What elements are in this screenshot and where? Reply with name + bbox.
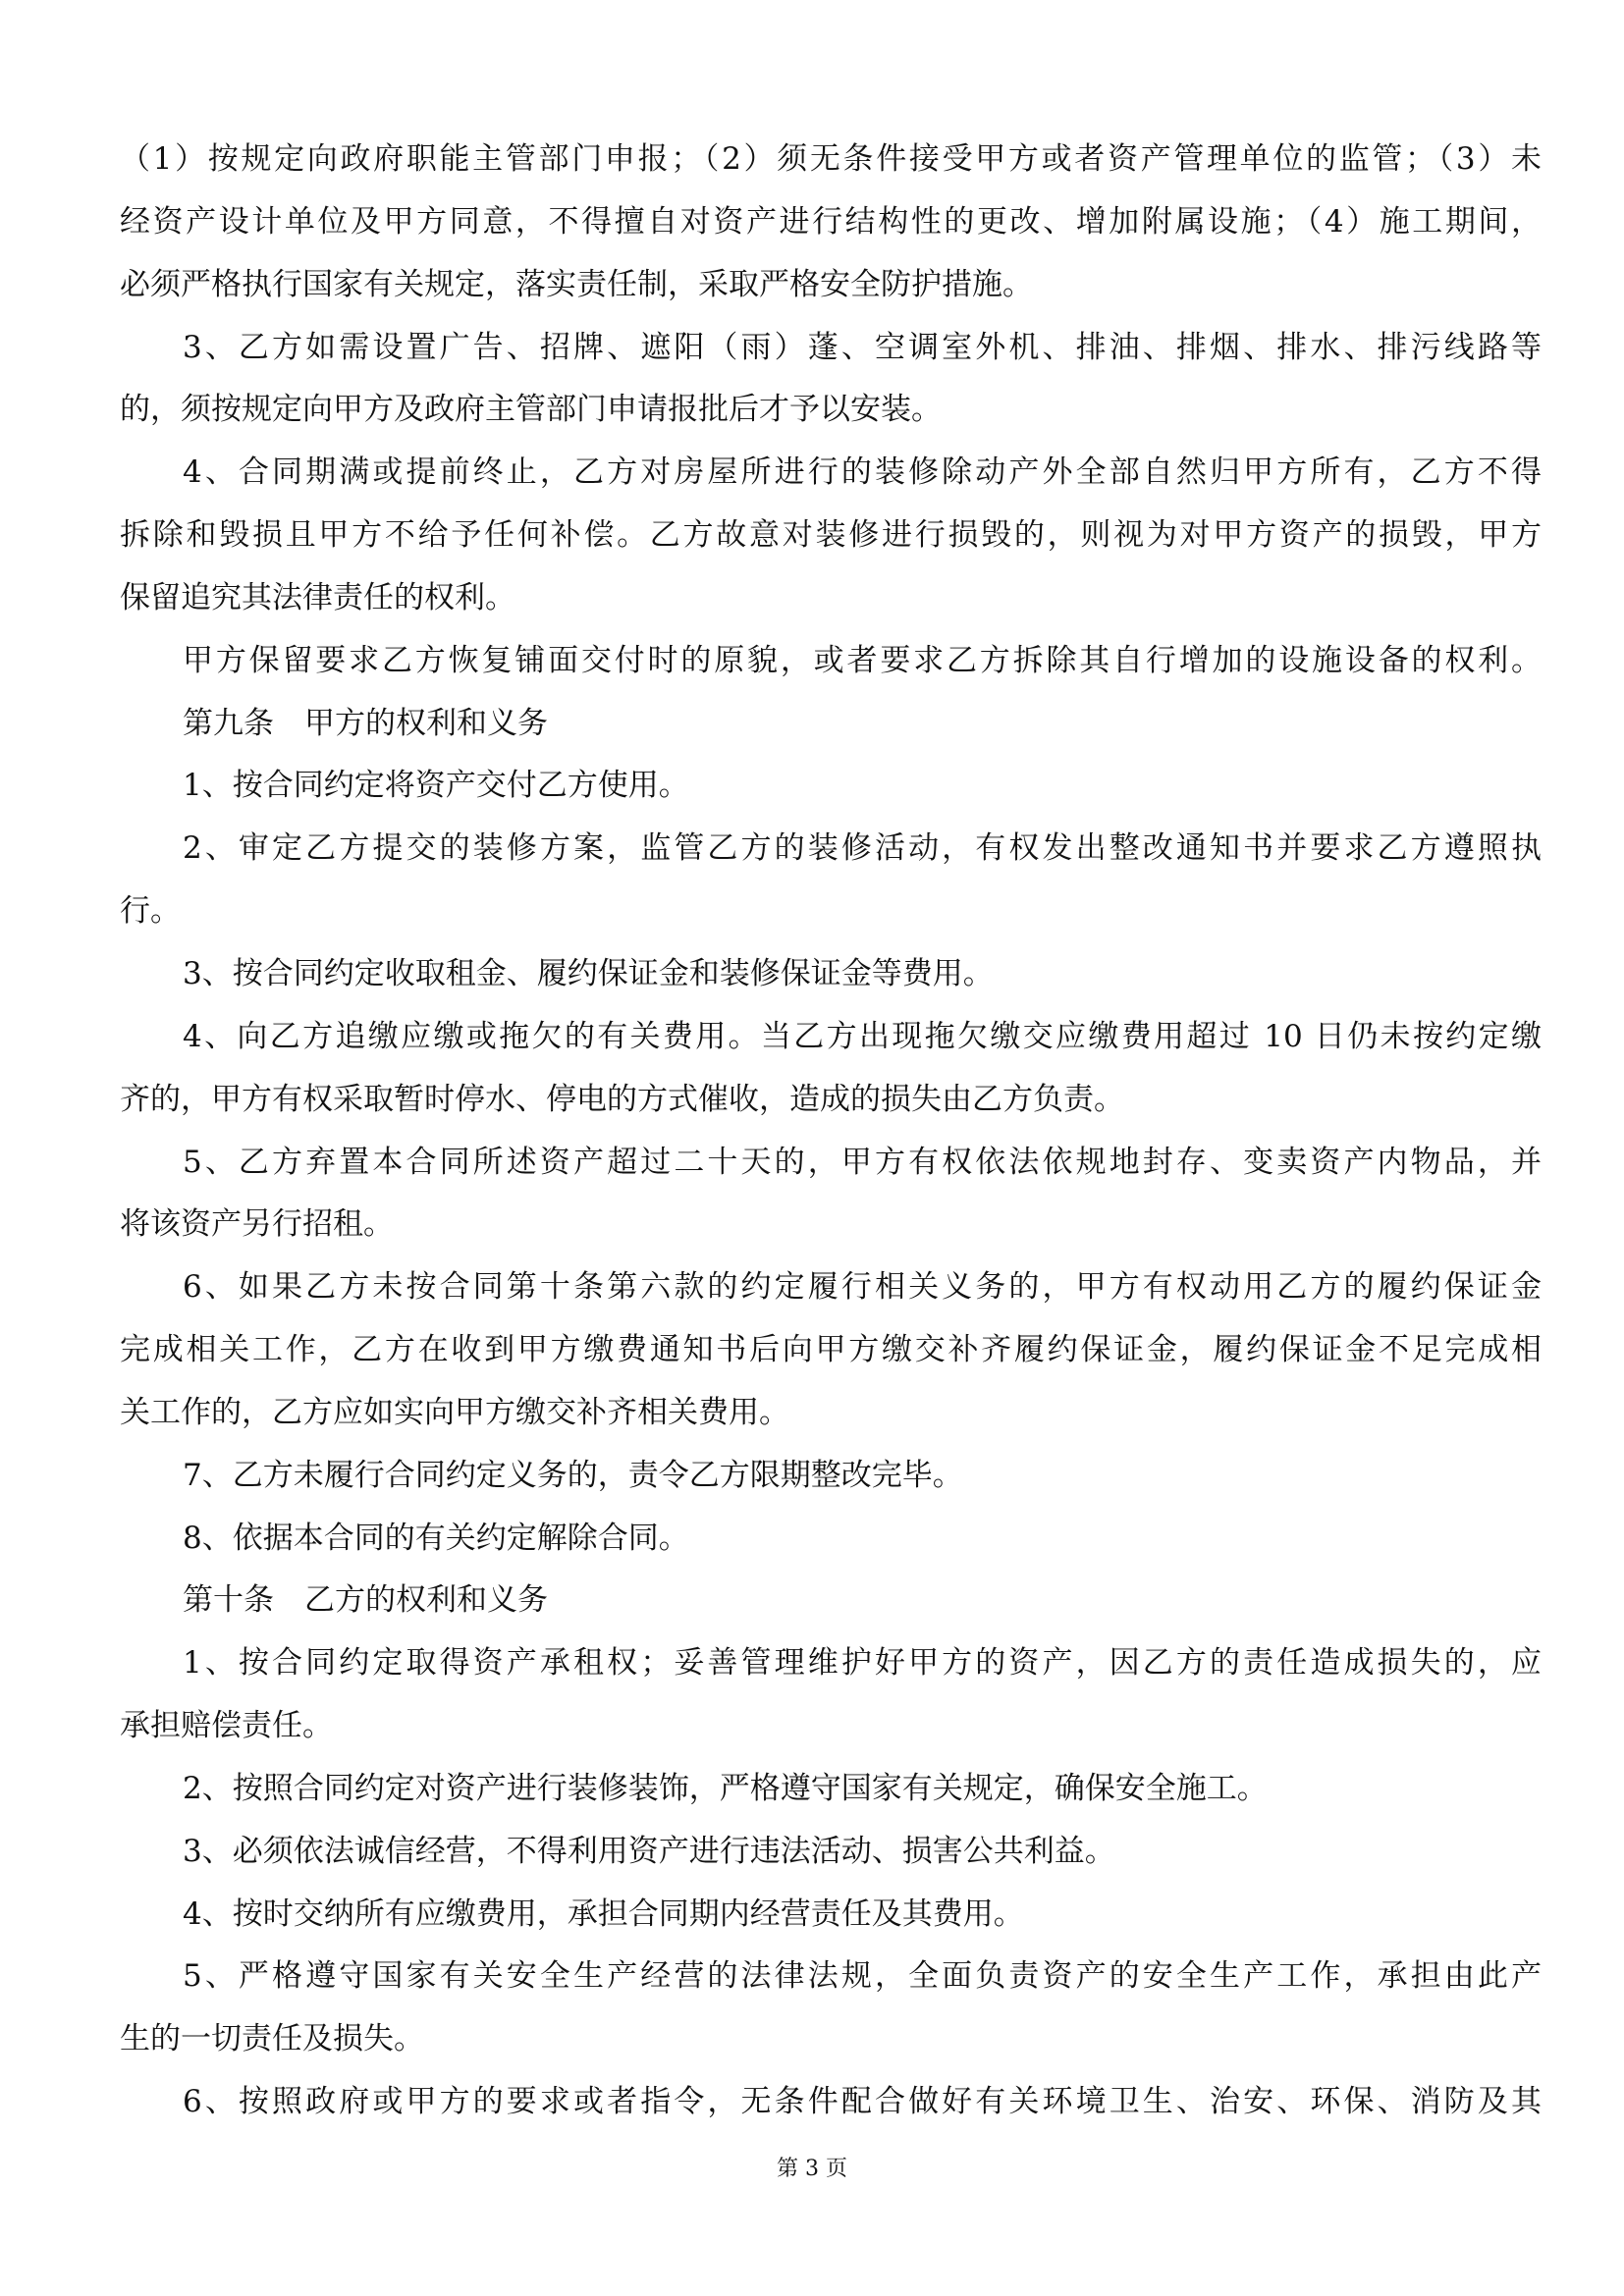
text-line: 3、按合同约定收取租金、履约保证金和装修保证金等费用。 [183, 955, 994, 991]
text-line: 甲方保留要求乙方恢复铺面交付时的原貌，或者要求乙方拆除其自行增加的设施设备的权利。 [183, 642, 1542, 678]
text-line: 3、乙方如需设置广告、招牌、遮阳（雨）蓬、空调室外机、排油、排烟、排水、排污线路等 [183, 329, 1542, 365]
text-line: 将该资产另行招租。 [120, 1206, 394, 1243]
paragraph [120, 943, 1542, 1006]
paragraph [120, 442, 1542, 630]
text-line: 行。 [120, 893, 181, 930]
text-line: 6、按照政府或甲方的要求或者指令，无条件配合做好有关环境卫生、治安、环保、消防及其 [183, 2084, 1542, 2120]
paragraph [120, 693, 1542, 756]
text-line: 拆除和毁损且甲方不给予任何补偿。乙方故意对装修进行损毁的，则视为对甲方资产的损毁，甲方 [120, 517, 1542, 554]
text-line: 4、合同期满或提前终止，乙方对房屋所进行的装修除动产外全部自然归甲方所有，乙方不得 [183, 454, 1542, 491]
text-line: 第十条 乙方的权利和义务 [183, 1582, 548, 1619]
text-line: 保留追究其法律责任的权利。 [120, 579, 515, 615]
paragraph [120, 630, 1542, 693]
paragraph [120, 755, 1542, 818]
text-line: 关工作的，乙方应如实向甲方缴交补齐相关费用。 [120, 1394, 789, 1430]
text-line: 2、审定乙方提交的装修方案，监管乙方的装修活动，有权发出整改通知书并要求乙方遵照执 [183, 830, 1542, 867]
text-line: 的，须按规定向甲方及政府主管部门申请报批后才予以安装。 [120, 392, 942, 428]
paragraph [120, 1132, 1542, 1257]
paragraph [120, 1508, 1542, 1571]
page-number: 第 3 页 [777, 2157, 847, 2181]
paragraph [120, 1821, 1542, 1884]
text-line: （1）按规定向政府职能主管部门申报；（2）须无条件接受甲方或者资产管理单位的监管；（3）未 [120, 141, 1542, 177]
text-line: 4、向乙方追缴应缴或拖欠的有关费用。当乙方出现拖欠缴交应缴费用超过 10 日仍未按约定缴 [183, 1018, 1542, 1054]
paragraph [120, 1758, 1542, 1821]
paragraph [120, 1946, 1542, 2071]
text-line: 必须严格执行国家有关规定，落实责任制，采取严格安全防护措施。 [120, 266, 1033, 302]
text-line: 1、按合同约定取得资产承租权；妥善管理维护好甲方的资产，因乙方的责任造成损失的，应 [183, 1645, 1542, 1682]
text-line: 1、按合同约定将资产交付乙方使用。 [183, 768, 689, 804]
paragraph [120, 1570, 1542, 1632]
paragraph [120, 1006, 1542, 1132]
text-line: 完成相关工作，乙方在收到甲方缴费通知书后向甲方缴交补齐履约保证金，履约保证金不足完成相 [120, 1332, 1542, 1368]
paragraph [120, 1256, 1542, 1445]
text-line: 3、必须依法诚信经营，不得利用资产进行违法活动、损害公共利益。 [183, 1833, 1115, 1869]
text-line: 2、按照合同约定对资产进行装修装饰，严格遵守国家有关规定，确保安全施工。 [183, 1770, 1268, 1806]
paragraph [120, 317, 1542, 443]
paragraph [120, 1884, 1542, 1947]
text-line: 8、依据本合同的有关约定解除合同。 [183, 1520, 689, 1556]
text-line: 6、如果乙方未按合同第十条第六款的约定履行相关义务的，甲方有权动用乙方的履约保证金 [183, 1269, 1542, 1306]
paragraph [120, 818, 1542, 943]
text-line: 承担赔偿责任。 [120, 1708, 333, 1744]
text-line: 5、严格遵守国家有关安全生产经营的法律法规，全面负责资产的安全生产工作，承担由此产 [183, 1958, 1542, 1995]
paragraph [120, 129, 1542, 317]
document-body [120, 129, 1542, 2134]
text-line: 生的一切责任及损失。 [120, 2021, 424, 2057]
paragraph [120, 1445, 1542, 1508]
text-line: 7、乙方未履行合同约定义务的，责令乙方限期整改完毕。 [183, 1457, 963, 1493]
paragraph [120, 2071, 1542, 2134]
paragraph [120, 1632, 1542, 1758]
text-line: 第九条 甲方的权利和义务 [183, 705, 548, 741]
text-line: 4、按时交纳所有应缴费用，承担合同期内经营责任及其费用。 [183, 1896, 1024, 1932]
text-line: 齐的，甲方有权采取暂时停水、停电的方式催收，造成的损失由乙方负责。 [120, 1081, 1124, 1117]
text-line: 5、乙方弃置本合同所述资产超过二十天的，甲方有权依法依规地封存、变卖资产内物品，并 [183, 1144, 1542, 1180]
text-line: 经资产设计单位及甲方同意，不得擅自对资产进行结构性的更改、增加附属设施；（4）施工期间， [120, 203, 1542, 240]
